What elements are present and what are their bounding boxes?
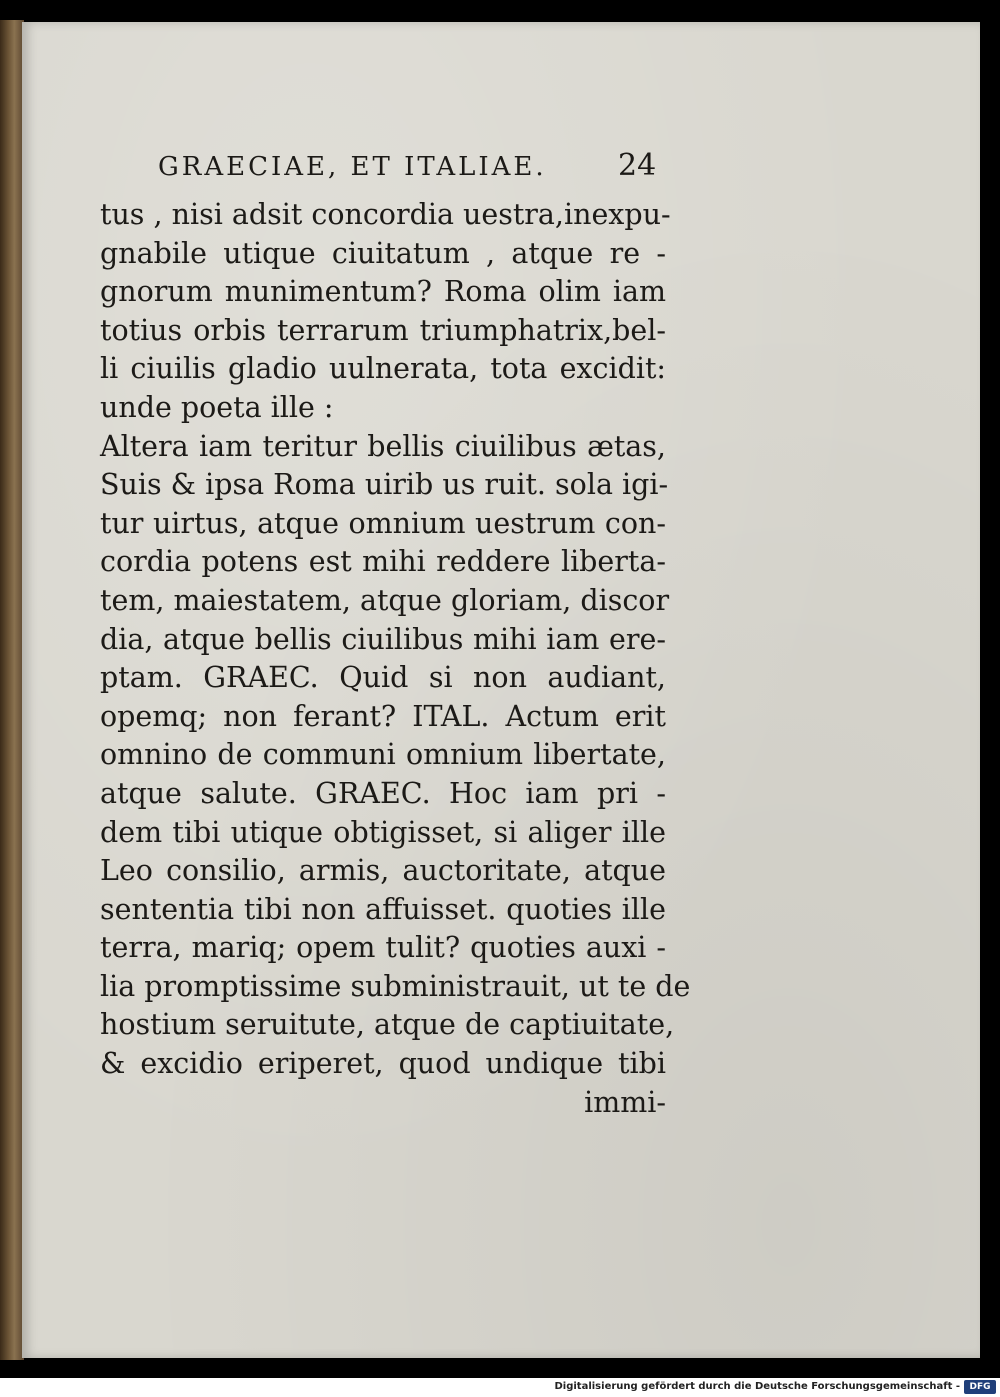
text-line: dia, atque bellis ciuilibus mihi iam ere-	[100, 622, 666, 656]
text-line: Leo consilio, armis, auctoritate, atque	[100, 854, 666, 888]
catchword: immi-	[584, 1085, 666, 1119]
text-line: tem, maiestatem, atque gloriam, discor	[100, 583, 670, 617]
dfg-logo: DFG	[964, 1380, 996, 1394]
funding-credit: Digitalisierung gefördert durch die Deutsche Forschungsgemeinschaft -	[554, 1381, 960, 1392]
text-line: omnino de communi omnium libertate,	[100, 738, 666, 772]
text-line: gnabile utique ciuitatum , atque re -	[100, 236, 666, 270]
text-line: dem tibi utique obtigisset, si aliger ille	[100, 815, 666, 849]
text-line: totius orbis terrarum triumphatrix,bel-	[100, 313, 666, 347]
text-line: gnorum munimentum? Roma olim iam	[100, 275, 666, 309]
text-line: lia promptissime subministrauit, ut te de	[100, 969, 691, 1003]
text-line: tus , nisi adsit concordia uestra,inexpu-	[100, 198, 671, 231]
text-line: li ciuilis gladio uulnerata, tota excidit:	[100, 352, 666, 386]
running-head	[158, 148, 658, 196]
running-head-title: GRAECIAE, ET ITALIAE.	[158, 152, 547, 182]
text-line: Suis & ipsa Roma uirib us ruit. sola igi-	[100, 468, 669, 502]
text-line: terra, mariq; opem tulit? quoties auxi -	[100, 931, 666, 965]
page-number: 24	[618, 148, 657, 183]
text-line: cordia potens est mihi reddere liberta-	[100, 545, 666, 579]
book-edge	[0, 20, 24, 1360]
body-text	[100, 196, 691, 1122]
text-line: ptam. GRAEC. Quid si non audiant,	[100, 661, 666, 695]
verse-line: Altera iam teritur bellis ciuilibus ætas,	[100, 429, 666, 463]
text-line: sententia tibi non affuisset. quoties ille	[100, 892, 666, 926]
digitization-footer	[0, 1378, 1000, 1397]
text-line: atque salute. GRAEC. Hoc iam pri -	[100, 776, 666, 810]
text-line: opemq; non ferant? ITAL. Actum erit	[100, 699, 666, 733]
text-line: unde poeta ille :	[100, 390, 334, 424]
text-line: tur uirtus, atque omnium uestrum con-	[100, 506, 666, 540]
text-line: & excidio eriperet, quod undique tibi	[100, 1047, 666, 1081]
text-line: hostium seruitute, atque de captiuitate,	[100, 1008, 675, 1042]
